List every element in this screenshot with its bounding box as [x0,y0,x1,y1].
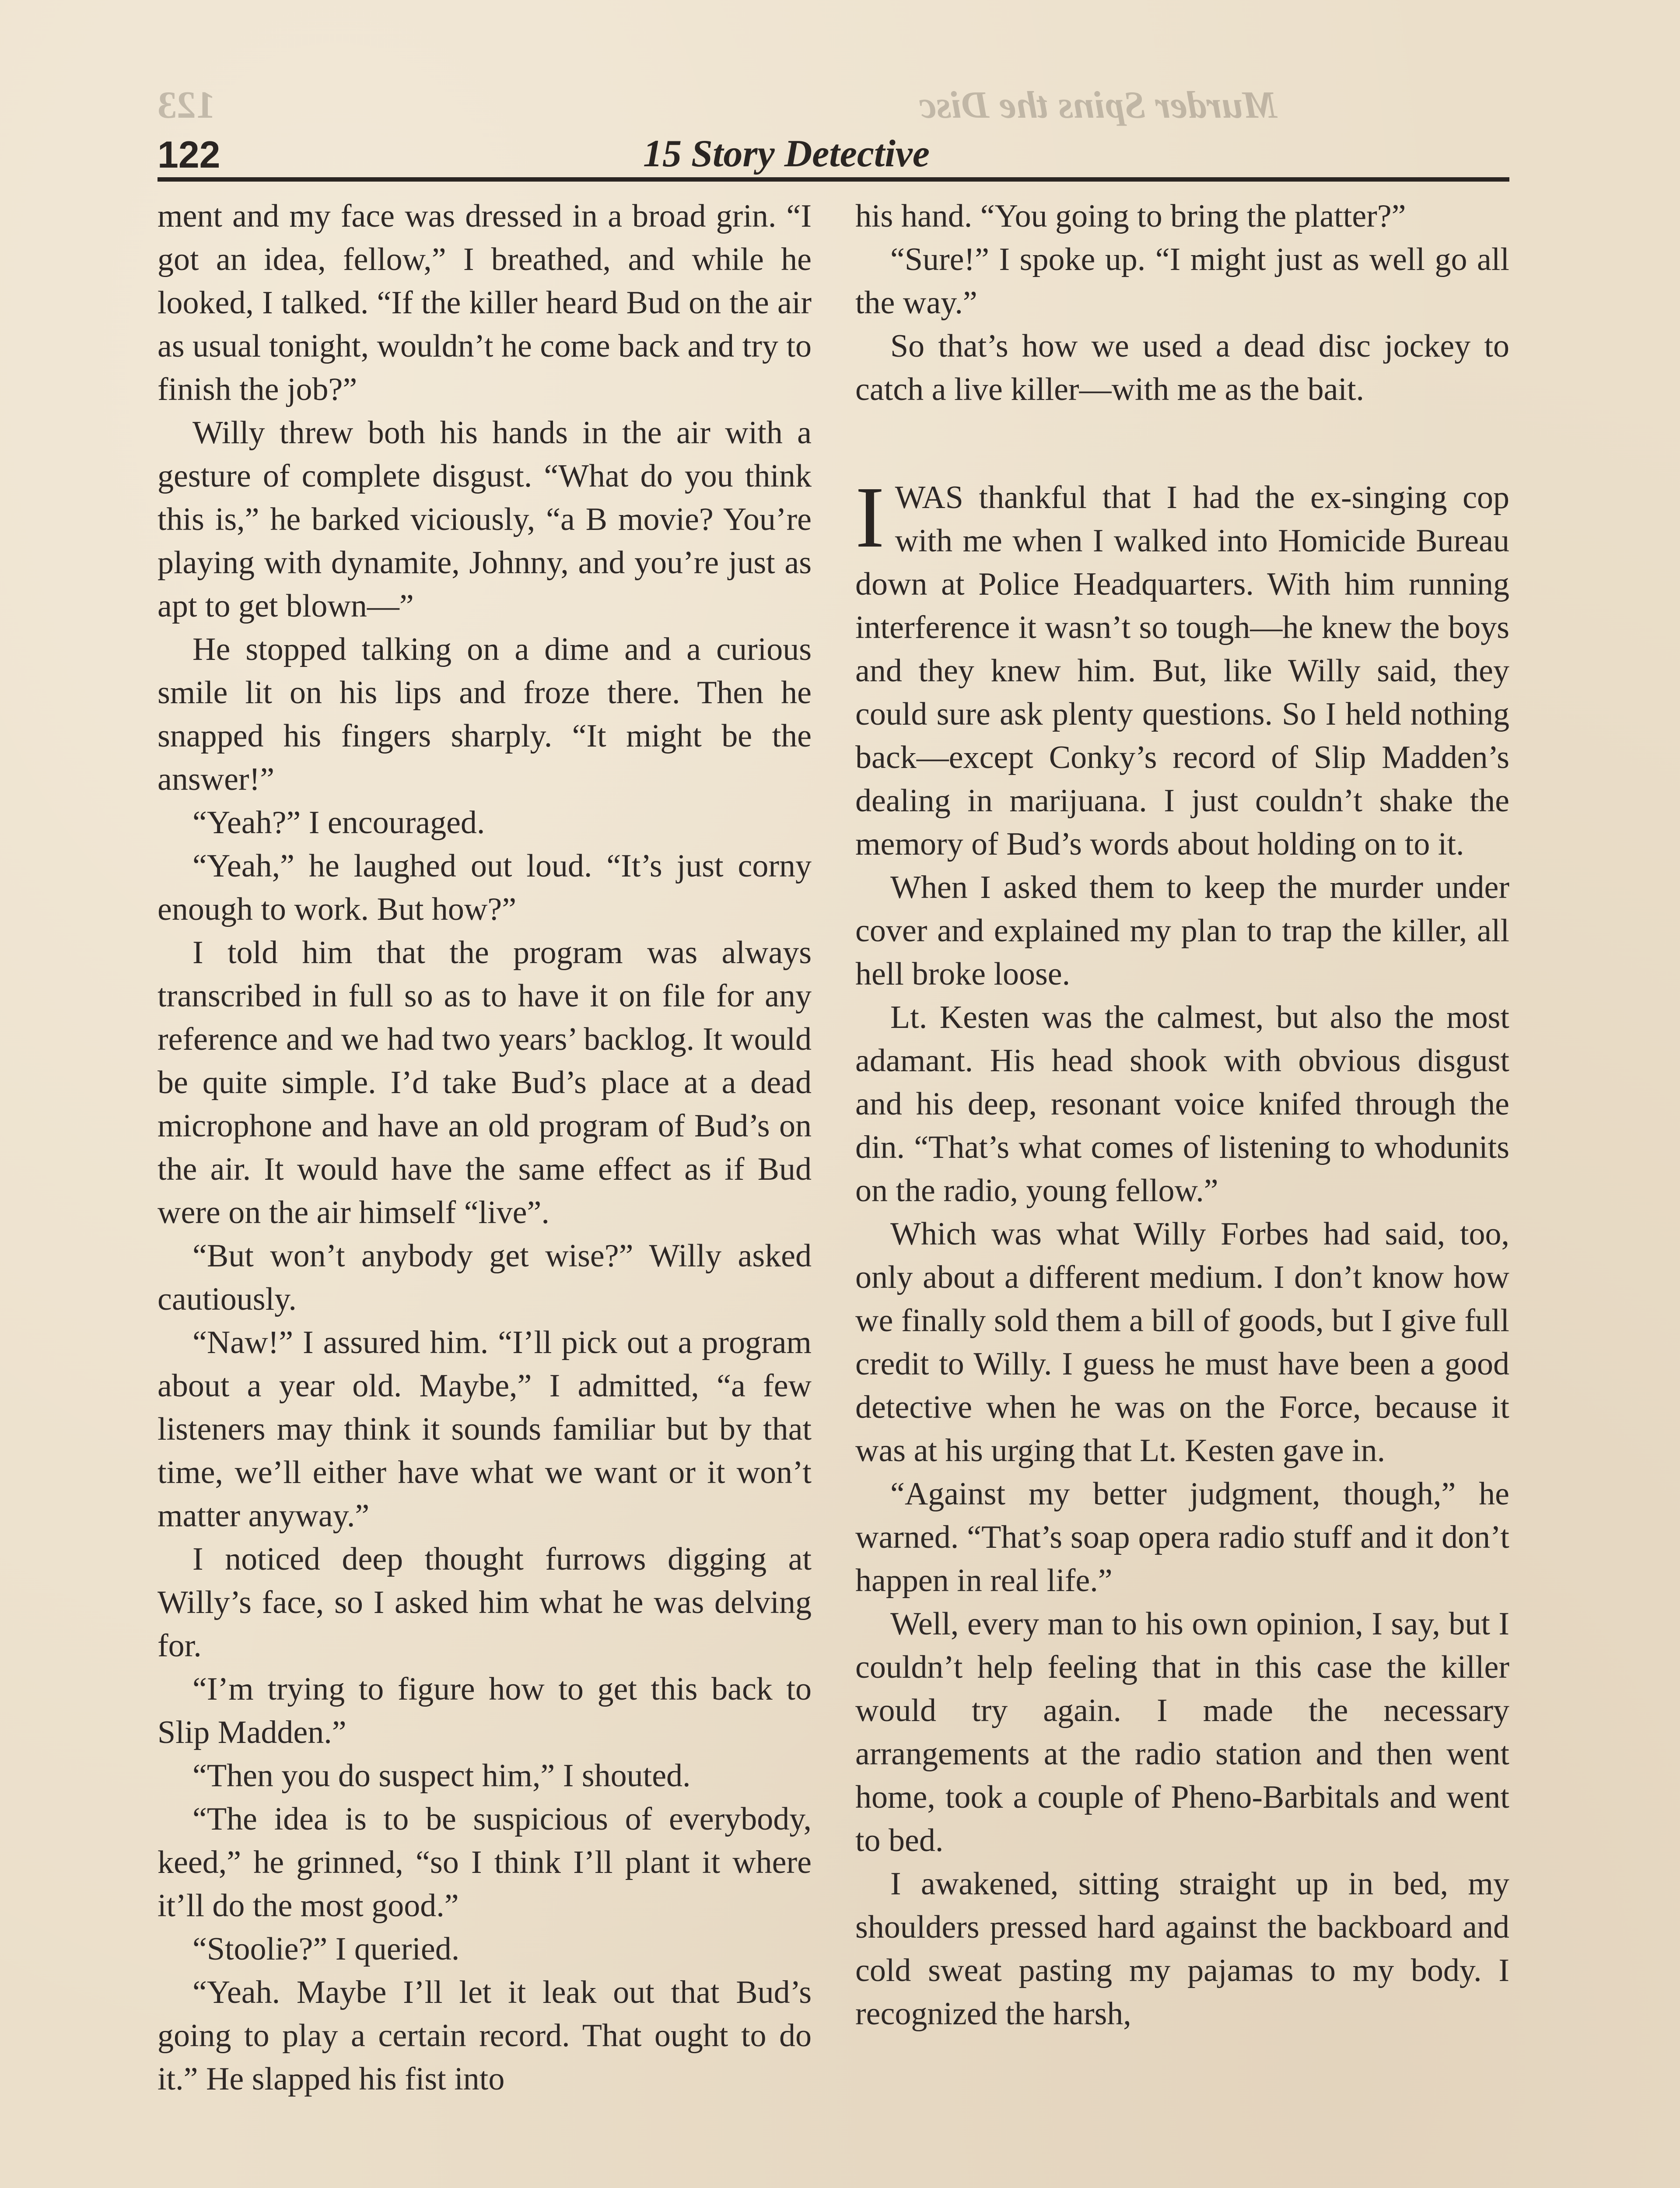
drop-cap: I [855,469,885,566]
paragraph: Willy threw both his hands in the air with a gesture of complete disgust. “What do you think this is,” he barked viciously, “a B movie? You’re playing with dynamite, Johnny, and you’re just as apt to get blown—” [158,415,812,624]
paragraph: Well, every man to his own opinion, I say, but I couldn’t help feeling that in this case the killer would try again. I made the necessary arrangements at the radio station and then went home, took a couple of Pheno-Barbitals and went to bed. [855,1606,1509,1858]
running-title: 15 Story Detective [643,133,930,175]
paragraph: “Against my better judgment, though,” he warned. “That’s soap opera radio stuff and it don’t happen in real life.” [855,1476,1509,1599]
page-number: 122 [158,134,220,176]
paragraph: He stopped talking on a dime and a curious smile lit on his lips and froze there. Then he snapped his fingers sharply. “It might be the answer!” [158,631,812,797]
paragraph: “I’m trying to figure how to get this back to Slip Madden.” [158,1671,812,1750]
paragraph: “Yeah. Maybe I’ll let it leak out that Bud’s going to play a certain record. That ought to do it.” He slapped his fist into [158,1974,812,2097]
paragraph: I awakened, sitting straight up in bed, my shoulders pressed hard against the backboard and cold sweat pasting my pajamas to my body. I recognized the harsh, [855,1866,1509,2032]
section-opening-text: WAS thankful that I had the ex-singing cop with me when I walked into Homicide Bureau down at Police Headquarters. With him running interference it wasn’t so tough—he knew the boys and they knew him. But, like Willy said, they could sure ask plenty questions. So I held nothing back—except Conky’s record of Slip Madden’s dealing in marijuana. I just couldn’t shake the memory of Bud’s words about holding on to it. [855,480,1509,862]
paragraph: Lt. Kesten was the calmest, but also the most adamant. His head shook with obvious disgust and his deep, resonant voice knifed through the din. “That’s what comes of listening to whodunits on the radio, young fellow.” [855,999,1509,1209]
paragraph: So that’s how we used a dead disc jockey to catch a live killer—with me as the bait. [855,328,1509,407]
paragraph: I told him that the program was always transcribed in full so as to have it on file for any reference and we had two years’ backlog. It would be quite simple. I’d take Bud’s place at a dead microphone and have an old program of Bud’s on the air. It would have the same effect as if Bud were on the air himself “live”. [158,935,812,1231]
paragraph: “Yeah,” he laughed out loud. “It’s just corny enough to work. But how?” [158,848,812,927]
paragraph: “But won’t anybody get wise?” Willy asked cautiously. [158,1238,812,1317]
page-header [158,129,1509,182]
paragraph: “Yeah?” I encouraged. [192,805,485,841]
paragraph: When I asked them to keep the murder under cover and explained my plan to trap the killer, all hell broke loose. [855,870,1509,992]
paragraph: “Naw!” I assured him. “I’ll pick out a program about a year old. Maybe,” I admitted, “a few listeners may think it sounds familiar but by that time, we’ll either have what we want or it won’t matter anyway.” [158,1325,812,1534]
paragraph: his hand. “You going to bring the platter?” [855,198,1406,234]
right-column [855,195,1509,2036]
paragraph: I noticed deep thought furrows digging at Willy’s face, so I asked him what he was delving for. [158,1541,812,1664]
bleed-through-running-title: Murder Spins the Disc [919,84,1278,126]
paragraph: Which was what Willy Forbes had said, too, only about a different medium. I don’t know how we finally sold them a bill of goods, but I give full credit to Willy. I guess he must have been a good detective when he was on the Force, because it was at his urging that Lt. Kesten gave in. [855,1216,1509,1469]
section-opening-paragraph [855,469,1509,866]
paragraph: “Stoolie?” I queried. [192,1931,460,1967]
paragraph: “Sure!” I spoke up. “I might just as well go all the way.” [855,242,1509,321]
paragraph: “Then you do suspect him,” I shouted. [192,1758,691,1794]
paragraph: ment and my face was dressed in a broad grin. “I got an idea, fellow,” I breathed, and while he looked, I talked. “If the killer heard Bud on the air as usual tonight, wouldn’t he come back and try to finish the job?” [158,198,812,407]
left-column [158,195,812,2101]
paragraph: “The idea is to be suspicious of everybody, keed,” he grinned, “so I think I’ll plant it where it’ll do the most good.” [158,1801,812,1924]
bleed-through-page-number: 123 [158,84,215,126]
